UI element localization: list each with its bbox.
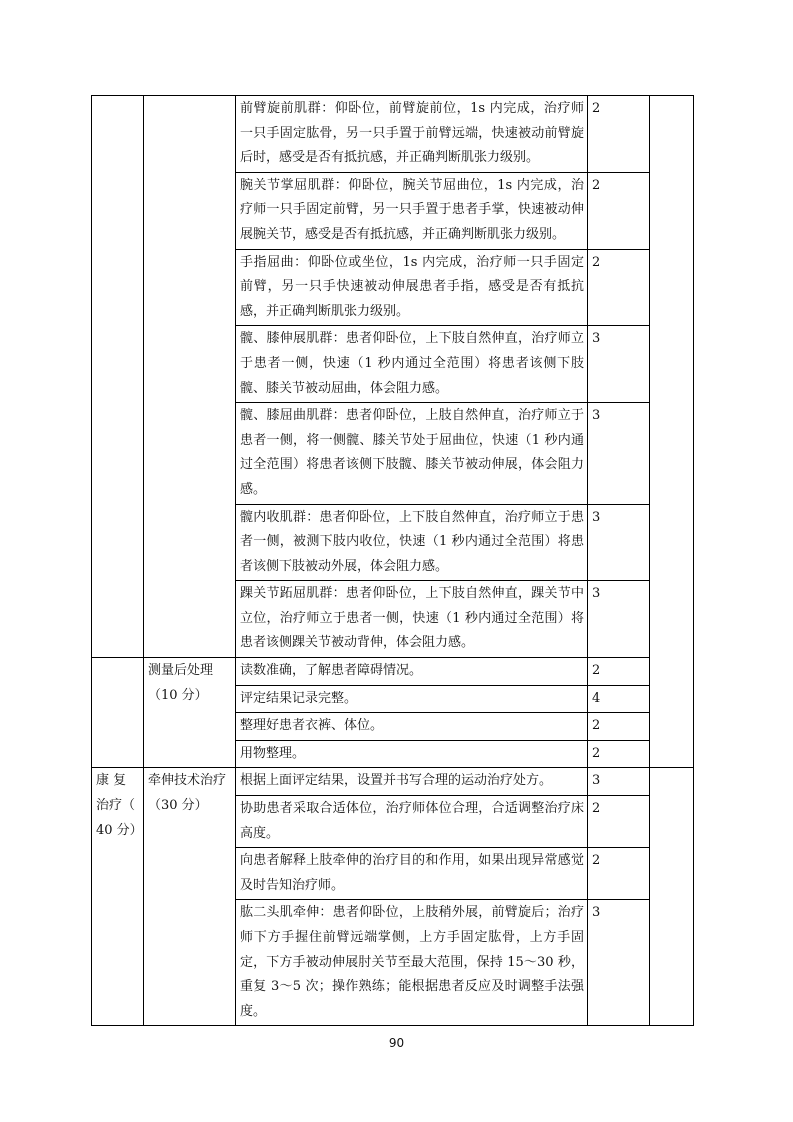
scoring-table — [91, 95, 694, 1026]
criteria-text: 协助患者采取合适体位，治疗师体位合理，合适调整治疗床高度。 — [236, 796, 588, 848]
score-value: 4 — [588, 685, 650, 713]
criteria-text: 髋、膝屈曲肌群：患者仰卧位，上肢自然伸直，治疗师立于患者一侧，将一侧髋、膝关节处于屈曲位，快速（1 秒内通过全范围）将患者该侧下肢髋、膝关节被动伸展，体会阻力感。 — [236, 403, 588, 504]
category-cell-empty — [92, 96, 144, 658]
score-value: 2 — [588, 713, 650, 741]
criteria-text: 髋、膝伸展肌群：患者仰卧位，上下肢自然伸直，治疗师立于患者一侧，快速（1 秒内通过全范围）将患者该侧下肢髋、膝关节被动屈曲，体会阻力感。 — [236, 326, 588, 403]
criteria-text: 评定结果记录完整。 — [236, 685, 588, 713]
table-row — [92, 96, 694, 173]
score-value: 2 — [588, 848, 650, 900]
table-row — [92, 658, 694, 686]
criteria-text: 肱二头肌牵伸：患者仰卧位，上肢稍外展，前臂旋后；治疗师下方手握住前臂远端掌侧，上方手固定肱骨，上方手固定，下方手被动伸展肘关节至最大范围，保持 15～30 秒，重复 3～5 次；操作熟练；能根据患者反应及时调整手法强度。 — [236, 900, 588, 1026]
criteria-text: 手指屈曲：仰卧位或坐位，1s 内完成，治疗师一只手固定前臂，另一只手快速被动伸展患者手指，感受是否有抵抗感，并正确判断肌张力级别。 — [236, 249, 588, 326]
category-cell-empty — [92, 658, 144, 768]
criteria-text: 读数准确，了解患者障碍情况。 — [236, 658, 588, 686]
score-value: 2 — [588, 740, 650, 768]
score-value: 3 — [588, 326, 650, 403]
criteria-text: 向患者解释上肢牵伸的治疗目的和作用，如果出现异常感觉及时告知治疗师。 — [236, 848, 588, 900]
criteria-text: 根据上面评定结果，设置并书写合理的运动治疗处方。 — [236, 768, 588, 796]
table-row — [92, 768, 694, 796]
score-value: 2 — [588, 172, 650, 249]
criteria-text: 用物整理。 — [236, 740, 588, 768]
score-value: 2 — [588, 96, 650, 173]
criteria-text: 髋内收肌群：患者仰卧位，上下肢自然伸直，治疗师立于患者一侧，被测下肢内收位，快速（1 秒内通过全范围）将患者该侧下肢被动外展，体会阻力感。 — [236, 504, 588, 581]
score-value: 3 — [588, 768, 650, 796]
remarks-cell — [650, 96, 694, 768]
post-measurement-label: 测量后处理（10 分） — [144, 658, 236, 768]
traction-technique-label: 牵伸技术治疗（30 分） — [144, 768, 236, 1026]
remarks-cell — [650, 768, 694, 1026]
criteria-text: 踝关节跖屈肌群：患者仰卧位，上下肢自然伸直，踝关节中立位，治疗师立于患者一侧，快速（1 秒内通过全范围）将患者该侧踝关节被动背伸，体会阻力感。 — [236, 581, 588, 658]
page-number: 90 — [388, 1036, 405, 1050]
score-value: 2 — [588, 658, 650, 686]
score-value: 3 — [588, 900, 650, 1026]
criteria-text: 前臂旋前肌群：仰卧位，前臂旋前位，1s 内完成，治疗师一只手固定肱骨，另一只手置于前臂远端，快速被动前臂旋后时，感受是否有抵抗感，并正确判断肌张力级别。 — [236, 96, 588, 173]
score-value: 3 — [588, 403, 650, 504]
rehab-category-label: 康 复 治疗（ 40 分） — [92, 768, 144, 1026]
score-value: 2 — [588, 249, 650, 326]
score-value: 3 — [588, 504, 650, 581]
score-value: 3 — [588, 581, 650, 658]
score-value: 2 — [588, 796, 650, 848]
criteria-text: 腕关节掌屈肌群：仰卧位，腕关节屈曲位，1s 内完成，治疗师一只手固定前臂，另一只手置于患者手掌，快速被动伸展腕关节，感受是否有抵抗感，并正确判断肌张力级别。 — [236, 172, 588, 249]
subcategory-cell-empty — [144, 96, 236, 658]
criteria-text: 整理好患者衣裤、体位。 — [236, 713, 588, 741]
